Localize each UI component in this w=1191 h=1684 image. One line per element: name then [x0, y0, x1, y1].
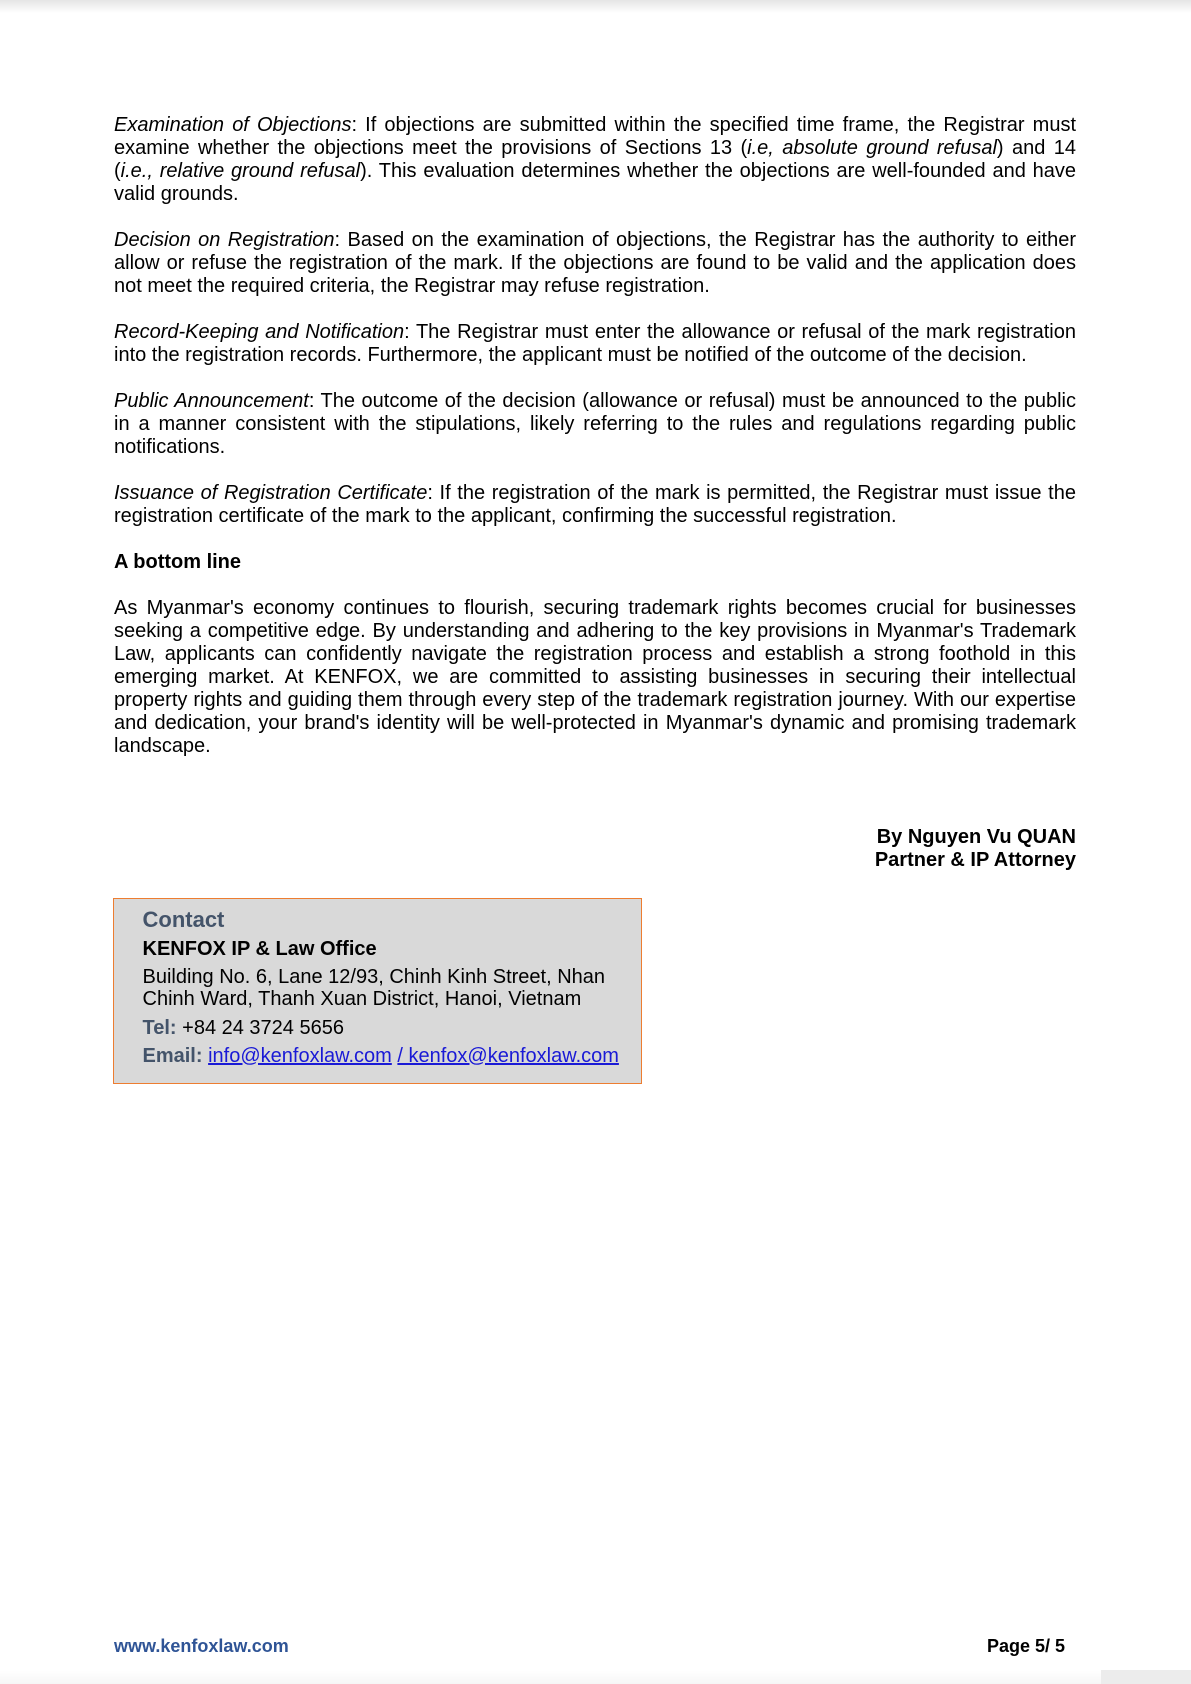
line-text: and dedication, your brand's identity will be well-protected in Myanmar's dynamic and promising trademark — [114, 712, 1076, 734]
contact-box — [113, 898, 642, 1084]
text-line — [114, 321, 1076, 344]
text-line — [114, 689, 1076, 712]
email-label: Email: — [142, 1044, 203, 1067]
text-line — [114, 229, 1076, 252]
line-text: examine whether the objections meet the provisions of Sections 13 ( — [114, 137, 748, 159]
italic-term: Record-Keeping and Notification — [114, 321, 405, 343]
author-name: By Nguyen Vu QUAN — [876, 826, 1076, 848]
text-line — [114, 413, 1076, 436]
line-text: : The outcome of the decision (allowance or refusal) must be announced to the public — [308, 390, 1076, 412]
author-signature — [875, 826, 1076, 872]
address-line: Building No. 6, Lane 12/93, Chinh Kinh Street, Nhan — [142, 965, 606, 988]
paragraph-decision-on-registration — [114, 229, 1076, 298]
text-line — [114, 597, 1076, 620]
line-text: valid grounds. — [114, 183, 239, 205]
line-text: Law, applicants can confidently navigate the registration process and establish a strong foothold in this — [114, 643, 1076, 665]
line-text: landscape. — [114, 735, 211, 757]
line-text: emerging market. At KENFOX, we are committed to assisting businesses in securing their intellectual — [114, 666, 1076, 688]
company-address — [143, 966, 642, 1011]
text-line — [114, 712, 1076, 735]
line-text: : The Registrar must enter the allowance or refusal of the mark registration — [404, 321, 1076, 343]
text-line — [114, 620, 1076, 643]
italic-term: i.e, absolute ground refusal — [747, 137, 997, 159]
line-text: seeking a competitive edge. By understanding and adhering to the key provisions in Myanmar's Trademark — [114, 620, 1076, 642]
text-line — [114, 505, 1076, 528]
text-line — [114, 482, 1076, 505]
text-line — [114, 137, 1076, 160]
text-line — [114, 666, 1076, 689]
section-heading: A bottom line — [114, 551, 242, 573]
text-line — [114, 183, 1076, 206]
line-text: : If the registration of the mark is permitted, the Registrar must issue the — [427, 482, 1076, 504]
viewer-background-corner — [1101, 1670, 1191, 1684]
italic-term: Decision on Registration — [114, 229, 335, 251]
italic-term: Issuance of Registration Certificate — [114, 482, 428, 504]
page-top-shadow — [0, 0, 1191, 13]
text-line — [114, 643, 1076, 666]
page-bottom-edge — [0, 1670, 1191, 1684]
line-text: into the registration records. Furthermore, the applicant must be notified of the outcome of the decision. — [114, 344, 1027, 366]
line-text: not meet the required criteria, the Registrar may refuse registration. — [114, 275, 710, 297]
company-name: KENFOX IP & Law Office — [142, 937, 377, 960]
text-line — [114, 436, 1076, 459]
line-text: ) and 14 — [996, 137, 1076, 159]
author-title: Partner & IP Attorney — [874, 849, 1076, 871]
line-text: ( — [114, 160, 121, 182]
email-link-info[interactable]: info@kenfoxlaw.com — [208, 1044, 392, 1067]
line-text: : Based on the examination of objections, the Registrar has the authority to either — [334, 229, 1076, 251]
document-body — [114, 114, 1076, 781]
paragraph-examination-of-objections — [114, 114, 1076, 206]
telephone-number: +84 24 3724 5656 — [182, 1016, 344, 1039]
line-text: ). This evaluation determines whether the objections are well-founded and have — [360, 160, 1076, 182]
email-link-kenfox[interactable]: / kenfox@kenfoxlaw.com — [397, 1044, 619, 1067]
line-text: allow or refuse the registration of the mark. If the objections are found to be valid and the application does — [114, 252, 1076, 274]
closing-paragraph — [114, 597, 1076, 758]
telephone-row — [143, 1014, 642, 1042]
italic-term: i.e., relative ground refusal — [120, 160, 361, 182]
paragraph-issuance-of-registration-certificate — [114, 482, 1076, 528]
text-line — [114, 344, 1076, 367]
line-text: registration certificate of the mark to the applicant, confirming the successful registration. — [114, 505, 897, 527]
line-text: property rights and guiding them through every step of the trademark registration journey. With our expertise — [114, 689, 1076, 711]
text-line — [114, 390, 1076, 413]
text-line — [114, 735, 1076, 758]
page-number: Page 5/ 5 — [986, 1636, 1065, 1656]
email-row — [143, 1042, 642, 1070]
address-line: Chinh Ward, Thanh Xuan District, Hanoi, Vietnam — [142, 988, 582, 1010]
line-text: As Myanmar's economy continues to flourish, securing trademark rights becomes crucial for businesses — [114, 597, 1076, 619]
italic-term: Public Announcement — [114, 390, 309, 412]
tel-label: Tel: — [142, 1016, 177, 1039]
line-text: notifications. — [114, 436, 226, 458]
text-line — [114, 114, 1076, 137]
text-line — [114, 275, 1076, 298]
text-line — [114, 252, 1076, 275]
footer-website-link[interactable]: www.kenfoxlaw.com — [114, 1636, 289, 1656]
line-text: in a manner consistent with the stipulations, likely referring to the rules and regulations regarding public — [114, 413, 1076, 435]
contact-heading: Contact — [142, 906, 225, 932]
italic-term: Examination of Objections — [114, 114, 352, 136]
text-line — [114, 160, 1076, 183]
paragraph-record-keeping-and-notification — [114, 321, 1076, 367]
line-text: : If objections are submitted within the specified time frame, the Registrar must — [351, 114, 1077, 136]
paragraph-public-announcement — [114, 390, 1076, 459]
